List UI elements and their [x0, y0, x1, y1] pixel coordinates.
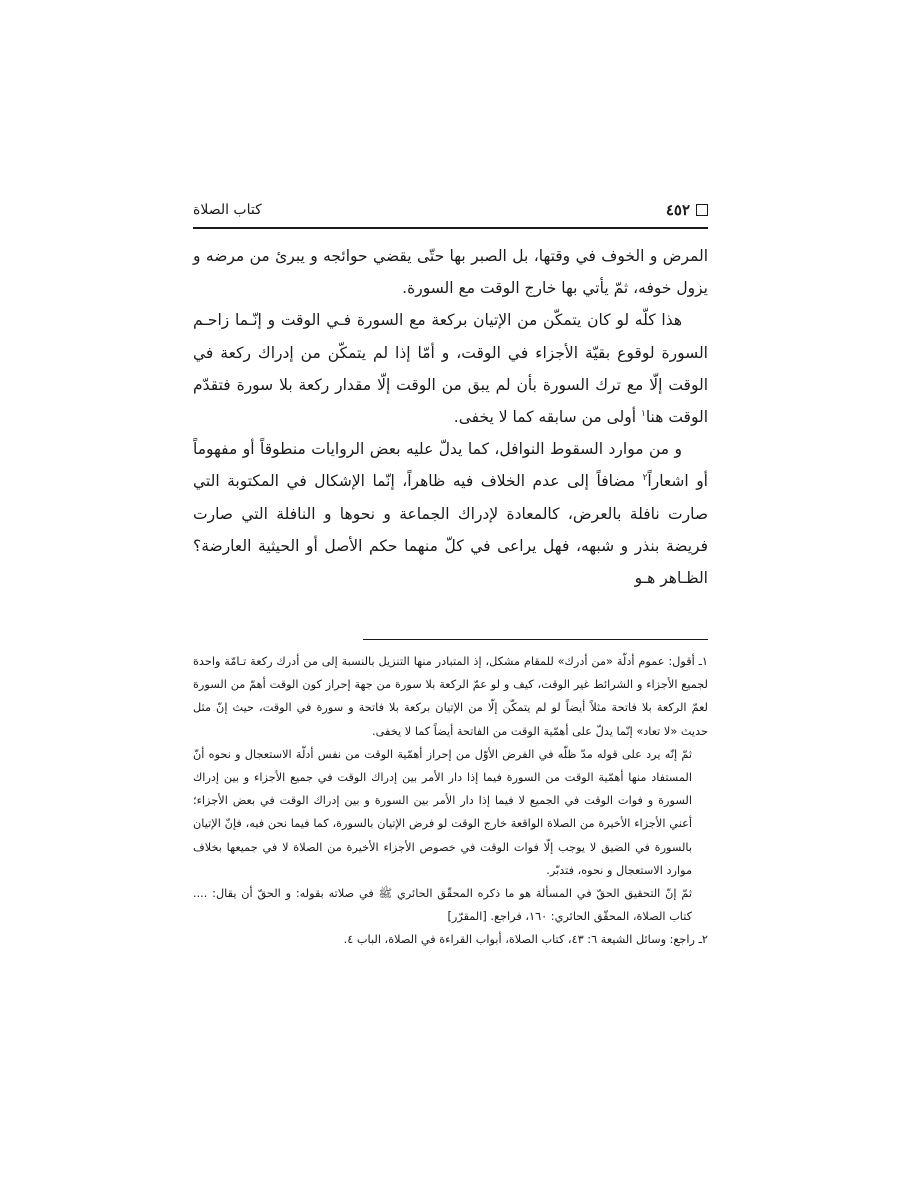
page-header	[193, 198, 708, 222]
main-text	[193, 240, 708, 594]
footnote-1: ١ـ أقول: عموم أدلّة «من أدرك» للمقام مشكل، إذ المتبادر منها التنزيل بالنسبة إلى من أدرك ركعة تـامّة واحدة لجميع الأجزاء و الشرائط غير الوقت، كيف و لو عمّ الركعة بلا سورة من جهة إحراز كون الوقت أهمّ من السورة لعمّ الركعة بلا فاتحة مثلاً أيضاً لو لم يتمكّن إلّا من الإتيان بركعة بلا فاتحة و سورة في الوقت، حيث إنّ مثل حديث «لا تعاد» إنّما يدلّ على أهمّية الوقت من الفاتحة أيضاً كما لا يخفى.	[193, 655, 708, 738]
page-number-group	[666, 201, 708, 219]
paragraph: و من موارد السقوط النوافل، كما يدلّ عليه بعض الروايات منطوقاً أو مفهوماً أو اشعاراً$^٢$ مضافاً إلى عدم الخلاف فيه ظاهراً، إنّما الإشكال في المكتوبة التي صارت نافلة بالعرض، كالمعادة لإدراك الجماعة و نحوها و النافلة التي صارت فريضة بنذر و شبهه، فهل يراعى في كلّ منهما حكم الأصل أو الحيثية العارضة؟ الظـاهر هـو	[193, 440, 708, 588]
square-marker-icon	[696, 204, 708, 216]
footnotes	[193, 650, 708, 952]
header-divider	[193, 227, 708, 229]
page-number: ٤٥٢	[665, 201, 690, 219]
footnote-divider	[363, 639, 708, 640]
footnote-1-continuation: ثمّ إنّ التحقيق الحقّ في المسألة هو ما ذكره المحقّق الحائري ﷺ في صلاته بقوله: و الحقّ أن يقال: .... كتاب الصلاة، المحقّق الحائري: ١٦٠، فراجع. [المقرّر]	[193, 887, 692, 924]
paragraph: هذا كلّه لو كان يتمكّن من الإتيان بركعة مع السورة فـي الوقت و إنّـما زاحـم السورة لوقوع بقيّة الأجزاء في الوقت، و أمّا إذا لم يتمكّن من إدراك ركعة في الوقت إلّا مع ترك السورة بأن لم يبق من الوقت إلّا مقدار ركعة بلا سورة فتقدّم الوقت هنا$^١$ أولى من سابقه كما لا يخفى.	[193, 311, 708, 427]
footnote-2: ٢ـ راجع: وسائل الشيعة ٦: ٤٣، كتاب الصلاة، أبواب القراءة في الصلاة، الباب ٤.	[343, 933, 708, 947]
footnote-ref[interactable]: ٢	[642, 473, 648, 484]
paragraph: المرض و الخوف في وقتها، بل الصبر بها حتّى يقضي حوائجه و يبرئ من مرضه و يزول خوفه، ثمّ يأتي بها خارج الوقت مع السورة.	[193, 247, 708, 298]
footnote-1-continuation: ثمّ إنّه يرد على قوله مدّ ظلّه في الفرض الأوّل من إحراز أهمّية الوقت من نفس أدلّة الاستعجال و نحوه أنّ المستفاد منها أهمّية الوقت من السورة فيما إذا دار الأمر بين إدراك الوقت في جميع الأجزاء و بين إدراك السورة و فوات الوقت في الجميع لا فيما إذا دار الأمر بين السورة و بين إدراك الوقت في بعض الأجزاء؛ أعني الأجزاء الأخيرة من الصلاة الواقعة خارج الوقت لو فرض الإتيان بالسورة، كما فيما نحن فيه، فإنّ الإتيان بالسورة في الضيق لا يوجب إلّا فوات الوقت في خصوص الأجزاء الأخيرة من الصلاة لا في جميعها بخلاف موارد الاستعجال و نحوه، فتدبّر.	[193, 747, 692, 877]
running-title: كتاب الصلاة	[193, 202, 262, 218]
footnote-ref[interactable]: ١	[640, 408, 646, 419]
